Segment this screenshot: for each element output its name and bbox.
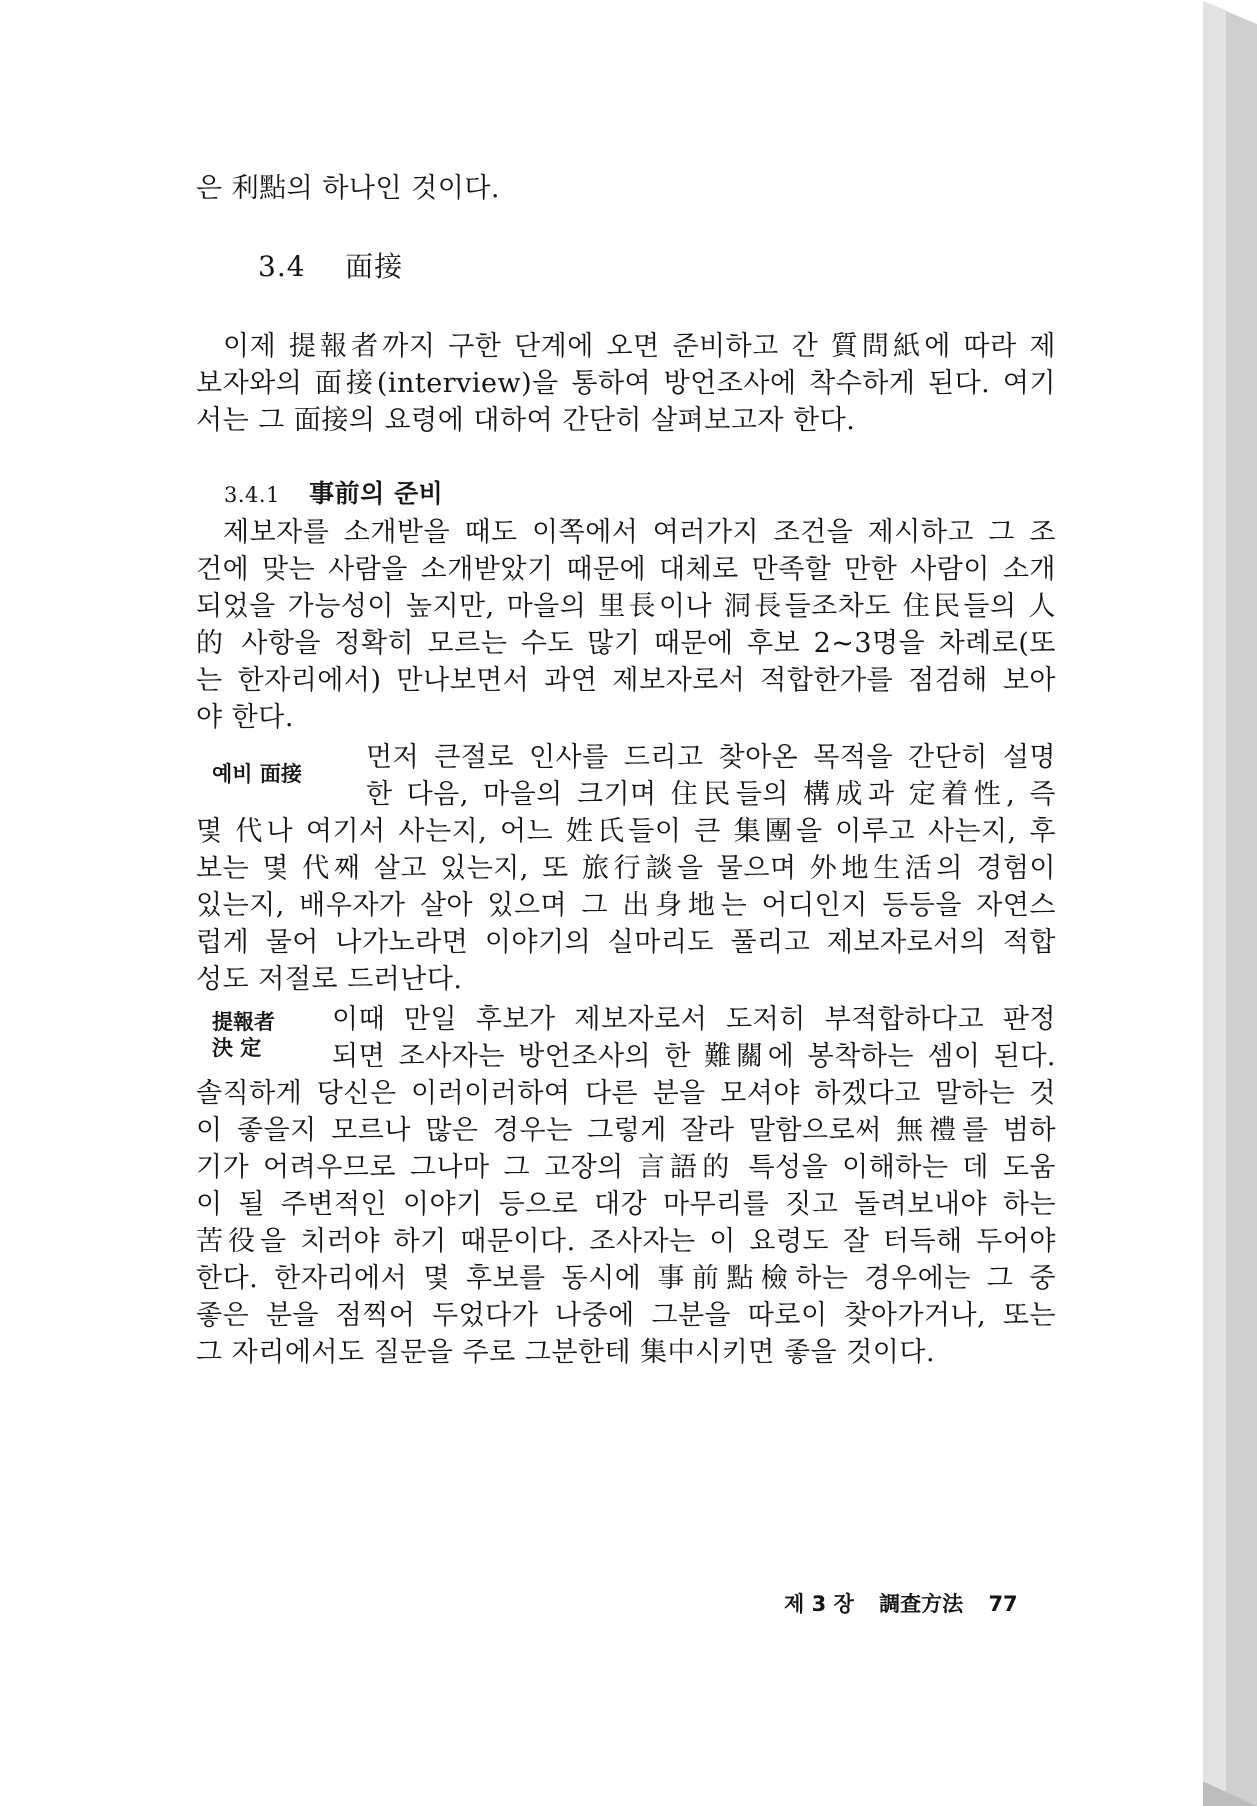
text-line: 제보자를 소개받을 때도 이쪽에서 여러가지 조건을 제시하고 그 조: [223, 517, 1056, 548]
text-line: 이때 만일 후보가 제보자로서 도저히 부적합하다고 판정: [332, 1004, 1056, 1035]
text-line: 되었을 가능성이 높지만, 마을의 里長이나 洞長들조차도 住民들의 人: [196, 591, 1056, 622]
text-line: 한 다음, 마을의 크기며 住民들의 構成과 定着性, 즉: [366, 779, 1056, 810]
marginal-label-decision: [212, 1009, 275, 1061]
footer-chapter-title: 調査方法: [879, 1592, 964, 1616]
marginal-text: [366, 739, 1056, 813]
text-line: 的 사항을 정확히 모르는 수도 많기 때문에 후보 2~3명을 차례로(또: [196, 628, 1056, 659]
section-number: 3.4: [258, 250, 306, 283]
subsection-number: 3.4.1: [224, 483, 280, 507]
text-line: 있는지, 배우자가 살아 있으며 그 出身地는 어디인지 등등을 자연스: [196, 890, 1056, 921]
text-line: 성도 저절로 드러난다.: [196, 964, 463, 995]
subsection-title: 事前의 준비: [309, 479, 444, 508]
text-line: 이 될 주변적인 이야기 등으로 대강 마무리를 짓고 돌려보내야 하는: [196, 1189, 1056, 1220]
text-line: 이제 提報者까지 구한 단계에 오면 준비하고 간 質問紙에 따라 제: [223, 331, 1056, 362]
subsection-heading: [224, 475, 1056, 514]
paragraph-1: [196, 328, 1056, 439]
paragraph-2: [196, 514, 1056, 736]
text-line: 좋은 분을 점찍어 두었다가 나중에 그분을 따로이 찾아가거나, 또는: [196, 1300, 1056, 1331]
page-body: [196, 170, 1056, 1371]
text-line: 그 자리에서도 질문을 주로 그분한테 集中시키면 좋을 것이다.: [196, 1337, 936, 1368]
text-line: 苦役을 치러야 하기 때문이다. 조사자는 이 요령도 잘 터득해 두어야: [196, 1226, 1056, 1257]
paragraph-3: [196, 813, 1056, 998]
text-line: 보자와의 面接(interview)을 통하여 방언조사에 착수하게 된다. 여기: [196, 368, 1056, 399]
page-number: 77: [988, 1592, 1018, 1616]
text-line: 한다. 한자리에서 몇 후보를 동시에 事前點檢하는 경우에는 그 중: [196, 1263, 1056, 1294]
marginal-label-line: 決 定: [212, 1036, 262, 1060]
text-line: 되면 조사자는 방언조사의 한 難關에 봉착하는 셈이 된다.: [332, 1041, 1056, 1072]
footer-chapter: 제 3 장: [784, 1592, 854, 1616]
text-line: 는 한자리에서) 만나보면서 과연 제보자로서 적합한가를 점검해 보아: [196, 665, 1056, 696]
marginal-label-preliminary: 예비 面接: [212, 762, 302, 786]
marginal-block-preliminary: [196, 739, 1056, 813]
text-line: 기가 어려우므로 그나마 그 고장의 言語的 특성을 이해하는 데 도움: [196, 1152, 1056, 1183]
text-line: 보는 몇 代째 살고 있는지, 또 旅行談을 물으며 外地生活의 경험이: [196, 853, 1056, 884]
section-heading: [258, 248, 1056, 285]
marginal-text: [332, 1001, 1056, 1075]
text-line: 야 한다.: [196, 702, 294, 733]
section-title: 面接: [345, 250, 404, 283]
paragraph-4: [196, 1075, 1056, 1371]
running-footer: [784, 1588, 1036, 1618]
marginal-block-decision: [196, 1001, 1056, 1075]
text-line: 몇 代나 여기서 사는지, 어느 姓氏들이 큰 集團을 이루고 사는지, 후: [196, 816, 1056, 847]
text-line: 서는 그 面接의 요령에 대하여 간단히 살펴보고자 한다.: [196, 405, 856, 436]
intro-line: 은 利點의 하나인 것이다.: [196, 173, 500, 204]
text-line: 이 좋을지 모르나 많은 경우는 그렇게 잘라 말함으로써 無禮를 범하: [196, 1115, 1056, 1146]
marginal-label-line: 提報者: [212, 1010, 275, 1034]
text-line: 먼저 큰절로 인사를 드리고 찾아온 목적을 간단히 설명: [366, 742, 1056, 773]
text-line: 솔직하게 당신은 이러이러하여 다른 분을 모셔야 하겠다고 말하는 것: [196, 1078, 1056, 1109]
text-line: 럽게 물어 나가노라면 이야기의 실마리도 풀리고 제보자로서의 적합: [196, 927, 1056, 958]
text-line: 건에 맞는 사람을 소개받았기 때문에 대체로 만족할 만한 사람이 소개: [196, 554, 1056, 585]
